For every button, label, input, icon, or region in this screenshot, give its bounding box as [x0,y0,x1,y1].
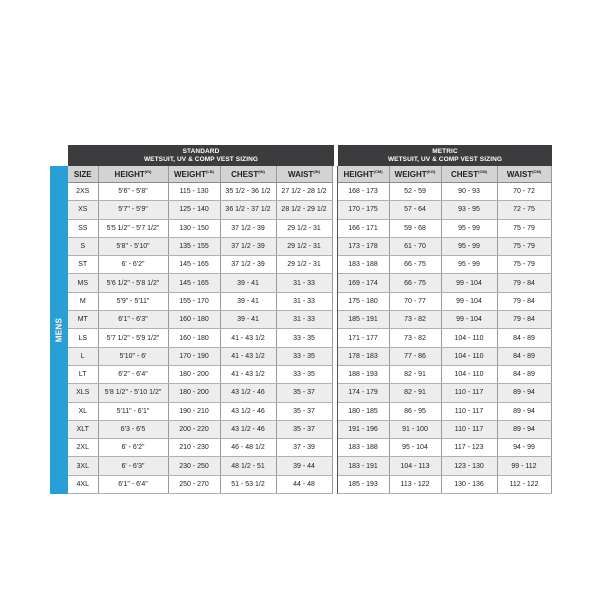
cell-m-chest: 93 - 95 [441,201,497,219]
cell-weight: 210 - 230 [168,439,220,457]
cell-chest: 51 - 53 1/2 [220,475,276,493]
table-row [68,311,551,329]
cell-m-chest: 95 - 99 [441,237,497,255]
cell-m-weight: 52 - 59 [389,183,441,201]
cell-m-weight: 70 - 77 [389,292,441,310]
cell-waist: 29 1/2 - 31 [276,237,332,255]
cell-chest: 46 - 48 1/2 [220,439,276,457]
cell-size: L [68,347,98,365]
col-metric-weight: $WEIGHT^{(KG)}$ [389,166,441,183]
cell-m-height: 188 - 193 [337,365,389,383]
cell-size: 2XS [68,183,98,201]
cell-weight: 135 - 155 [168,237,220,255]
cell-m-chest: 104 - 110 [441,329,497,347]
cell-weight: 230 - 250 [168,457,220,475]
cell-m-chest: 110 - 117 [441,384,497,402]
cell-chest: 37 1/2 - 39 [220,219,276,237]
cell-m-chest: 110 - 117 [441,420,497,438]
cell-height: 5'11" - 6'1" [98,402,168,420]
table-row [68,237,551,255]
cell-height: 5'10" - 6' [98,347,168,365]
cell-m-waist: 84 - 89 [497,365,551,383]
cell-waist: 29 1/2 - 31 [276,256,332,274]
cell-m-height: 166 - 171 [337,219,389,237]
cell-weight: 200 - 220 [168,420,220,438]
cell-weight: 115 - 130 [168,183,220,201]
cell-chest: 43 1/2 - 46 [220,402,276,420]
metric-title: METRIC [432,147,458,155]
cell-m-waist: 75 - 79 [497,237,551,255]
cell-size: S [68,237,98,255]
cell-m-height: 180 - 185 [337,402,389,420]
cell-size: ST [68,256,98,274]
cell-m-weight: 73 - 82 [389,329,441,347]
cell-height: 6' - 6'2" [98,439,168,457]
cell-m-height: 183 - 191 [337,457,389,475]
size-table [68,166,552,494]
cell-m-chest: 99 - 104 [441,292,497,310]
col-waist: $WAIST^{(IN)}$ [276,166,332,183]
cell-m-height: 173 - 178 [337,237,389,255]
cell-height: 5'9" - 5'11" [98,292,168,310]
cell-m-chest: 99 - 104 [441,311,497,329]
cell-m-waist: 79 - 84 [497,292,551,310]
cell-waist: 33 - 35 [276,347,332,365]
cell-size: MT [68,311,98,329]
cell-weight: 190 - 210 [168,402,220,420]
cell-height: 6'1" - 6'3" [98,311,168,329]
table-row [68,420,551,438]
col-metric-waist: $WAIST^{(CM)}$ [497,166,551,183]
cell-size: XL [68,402,98,420]
col-weight: $WEIGHT^{(LB)}$ [168,166,220,183]
chart-body [50,166,552,494]
cell-m-waist: 72 - 75 [497,201,551,219]
cell-size: 3XL [68,457,98,475]
cell-m-weight: 86 - 95 [389,402,441,420]
col-metric-height: $HEIGHT^{(CM)}$ [337,166,389,183]
table-row [68,347,551,365]
cell-m-height: 174 - 179 [337,384,389,402]
cell-waist: 33 - 35 [276,365,332,383]
cell-m-weight: 57 - 64 [389,201,441,219]
cell-m-weight: 82 - 91 [389,365,441,383]
cell-size: SS [68,219,98,237]
cell-m-waist: 89 - 94 [497,420,551,438]
cell-waist: 35 - 37 [276,384,332,402]
cell-chest: 41 - 43 1/2 [220,365,276,383]
cell-m-weight: 82 - 91 [389,384,441,402]
cell-m-chest: 123 - 130 [441,457,497,475]
cell-m-chest: 95 - 99 [441,219,497,237]
cell-waist: 31 - 33 [276,274,332,292]
cell-size: LS [68,329,98,347]
cell-height: 5'8" - 5'10" [98,237,168,255]
table-row [68,274,551,292]
cell-m-weight: 66 - 75 [389,256,441,274]
cell-m-weight: 113 - 122 [389,475,441,493]
cell-chest: 37 1/2 - 39 [220,237,276,255]
cell-chest: 43 1/2 - 46 [220,420,276,438]
cell-weight: 130 - 150 [168,219,220,237]
cell-m-waist: 99 - 112 [497,457,551,475]
cell-m-waist: 94 - 99 [497,439,551,457]
cell-waist: 33 - 35 [276,329,332,347]
cell-weight: 250 - 270 [168,475,220,493]
cell-height: 6'2" - 6'4" [98,365,168,383]
cell-m-weight: 59 - 68 [389,219,441,237]
cell-m-waist: 70 - 72 [497,183,551,201]
cell-chest: 35 1/2 - 36 1/2 [220,183,276,201]
cell-waist: 39 - 44 [276,457,332,475]
cell-waist: 28 1/2 - 29 1/2 [276,201,332,219]
cell-size: MS [68,274,98,292]
cell-m-height: 168 - 173 [337,183,389,201]
cell-height: 5'5 1/2" - 5'7 1/2" [98,219,168,237]
cell-chest: 41 - 43 1/2 [220,329,276,347]
cell-m-waist: 79 - 84 [497,274,551,292]
col-height: $HEIGHT^{(IN)}$ [98,166,168,183]
col-size: SIZE [68,166,98,183]
header-spacer [50,145,68,166]
cell-m-waist: 84 - 89 [497,347,551,365]
cell-size: XS [68,201,98,219]
cell-m-chest: 104 - 110 [441,365,497,383]
cell-weight: 160 - 180 [168,311,220,329]
cell-chest: 37 1/2 - 39 [220,256,276,274]
cell-waist: 37 - 39 [276,439,332,457]
standard-title: STANDARD [182,147,220,155]
cell-size: M [68,292,98,310]
cell-chest: 48 1/2 - 51 [220,457,276,475]
cell-m-waist: 75 - 79 [497,256,551,274]
cell-waist: 44 - 48 [276,475,332,493]
table-row [68,256,551,274]
cell-m-chest: 117 - 123 [441,439,497,457]
metric-group-header [338,145,552,166]
cell-height: 5'6 1/2" - 5'8 1/2" [98,274,168,292]
cell-m-height: 185 - 191 [337,311,389,329]
col-chest: $CHEST^{(IN)}$ [220,166,276,183]
cell-m-height: 183 - 188 [337,256,389,274]
cell-m-weight: 77 - 86 [389,347,441,365]
cell-m-waist: 112 - 122 [497,475,551,493]
cell-m-weight: 66 - 75 [389,274,441,292]
cell-height: 5'6" - 5'8" [98,183,168,201]
cell-weight: 125 - 140 [168,201,220,219]
cell-m-waist: 75 - 79 [497,219,551,237]
cell-waist: 35 - 37 [276,420,332,438]
standard-subtitle: WETSUIT, UV & COMP VEST SIZING [143,155,259,163]
cell-m-weight: 104 - 113 [389,457,441,475]
cell-m-weight: 91 - 100 [389,420,441,438]
cell-chest: 36 1/2 - 37 1/2 [220,201,276,219]
table-row [68,201,551,219]
standard-group-header [68,145,334,166]
cell-m-height: 183 - 188 [337,439,389,457]
cell-height: 6' - 6'3" [98,457,168,475]
cell-height: 6'1" - 6'4" [98,475,168,493]
cell-m-height: 170 - 175 [337,201,389,219]
cell-m-waist: 79 - 84 [497,311,551,329]
column-header-row [68,166,551,183]
table-row [68,384,551,402]
size-chart [50,145,552,494]
cell-m-height: 191 - 196 [337,420,389,438]
cell-size: LT [68,365,98,383]
cell-waist: 35 - 37 [276,402,332,420]
cell-m-waist: 89 - 94 [497,384,551,402]
table-row [68,402,551,420]
cell-m-weight: 95 - 104 [389,439,441,457]
cell-height: 6'3 - 6'5 [98,420,168,438]
table-row [68,365,551,383]
cell-chest: 39 - 41 [220,311,276,329]
cell-weight: 170 - 190 [168,347,220,365]
cell-waist: 27 1/2 - 28 1/2 [276,183,332,201]
cell-size: 2XL [68,439,98,457]
cell-height: 6' - 6'2" [98,256,168,274]
cell-waist: 29 1/2 - 31 [276,219,332,237]
cell-m-chest: 90 - 93 [441,183,497,201]
cell-size: XLT [68,420,98,438]
col-metric-chest: $CHEST^{(CM)}$ [441,166,497,183]
table-row [68,475,551,493]
cell-waist: 31 - 33 [276,311,332,329]
cell-chest: 39 - 41 [220,292,276,310]
cell-waist: 31 - 33 [276,292,332,310]
cell-height: 5'7" - 5'9" [98,201,168,219]
cell-size: 4XL [68,475,98,493]
cell-weight: 160 - 180 [168,329,220,347]
cell-chest: 43 1/2 - 46 [220,384,276,402]
cell-m-height: 175 - 180 [337,292,389,310]
mens-label: MENS [54,317,64,343]
cell-height: 5'8 1/2" - 5'10 1/2" [98,384,168,402]
cell-weight: 145 - 165 [168,274,220,292]
table-row [68,329,551,347]
cell-chest: 39 - 41 [220,274,276,292]
metric-subtitle: WETSUIT, UV & COMP VEST SIZING [387,155,503,163]
table-row [68,457,551,475]
cell-m-chest: 99 - 104 [441,274,497,292]
table-row [68,292,551,310]
cell-m-height: 169 - 174 [337,274,389,292]
cell-height: 5'7 1/2" - 5'9 1/2" [98,329,168,347]
cell-m-waist: 89 - 94 [497,402,551,420]
mens-side-bar [50,166,68,494]
table-row [68,439,551,457]
cell-size: XLS [68,384,98,402]
cell-m-height: 171 - 177 [337,329,389,347]
cell-weight: 180 - 200 [168,384,220,402]
cell-m-chest: 95 - 99 [441,256,497,274]
cell-weight: 145 - 165 [168,256,220,274]
cell-weight: 180 - 200 [168,365,220,383]
table-row [68,219,551,237]
group-header-row [50,145,552,166]
cell-m-height: 185 - 193 [337,475,389,493]
table-row [68,183,551,201]
cell-m-chest: 130 - 136 [441,475,497,493]
cell-m-weight: 61 - 70 [389,237,441,255]
cell-chest: 41 - 43 1/2 [220,347,276,365]
cell-weight: 155 - 170 [168,292,220,310]
cell-m-height: 178 - 183 [337,347,389,365]
cell-m-chest: 104 - 110 [441,347,497,365]
cell-m-chest: 110 - 117 [441,402,497,420]
cell-m-weight: 73 - 82 [389,311,441,329]
cell-m-waist: 84 - 89 [497,329,551,347]
